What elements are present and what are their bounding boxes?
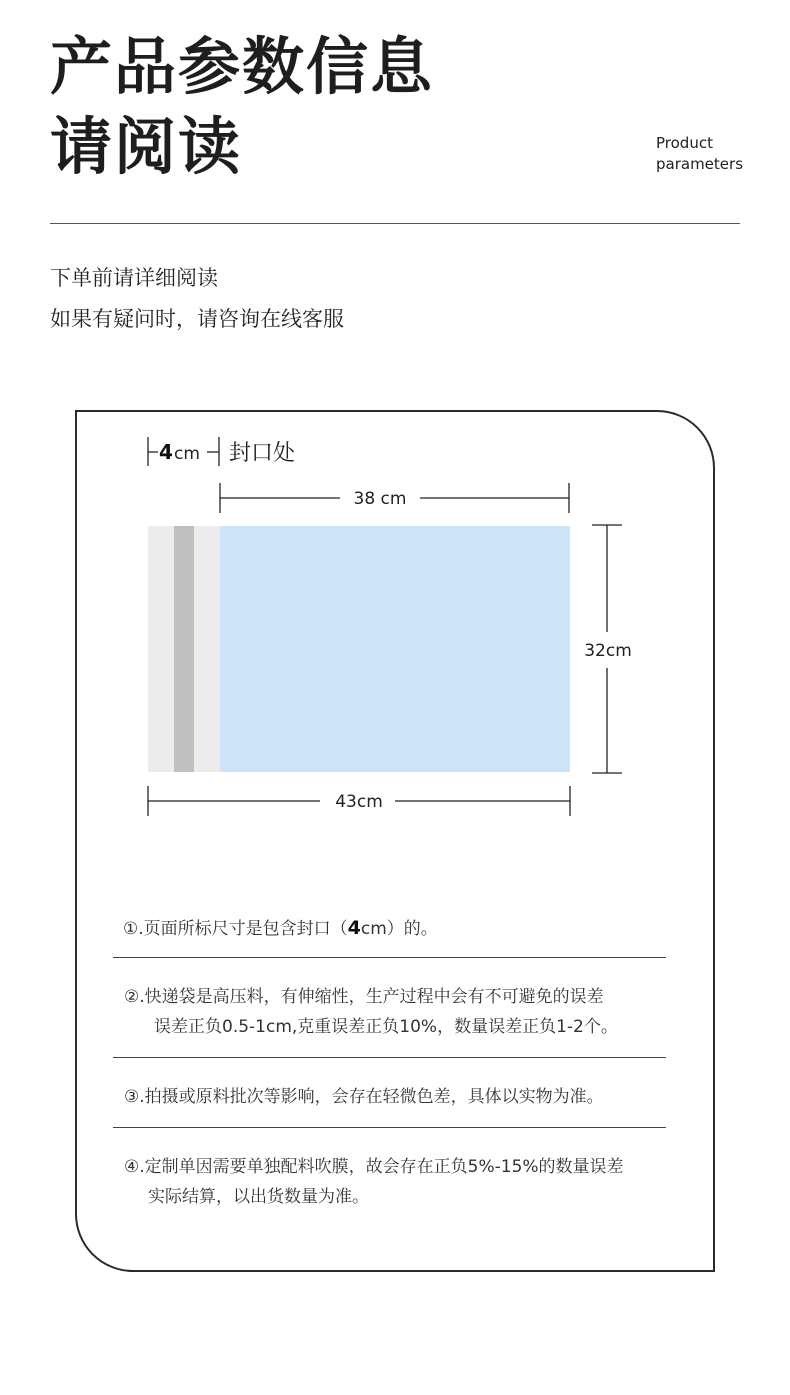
inner-width-label: 38 cm [353,489,407,509]
inner-width-dimension [220,483,569,513]
bag-body [220,526,570,772]
subtitle-line2: parameters [656,155,744,173]
note-separator-1 [113,957,666,958]
height-label: 32cm [584,641,632,661]
bag-illustration [148,526,570,772]
note-1-bold-value: 4 [347,917,361,939]
total-width-label: 43cm [335,792,383,812]
intro-line1: 下单前请详细阅读 [50,266,218,290]
seal-strip-adhesive [174,526,194,772]
subtitle-line1: Product [656,134,713,152]
note-separator-3 [113,1127,666,1128]
page-title-line2: 请阅读 [50,110,243,183]
intro-line2: 如果有疑问时，请咨询在线客服 [50,307,344,331]
note-separator-2 [113,1057,666,1058]
seal-strip-outer [148,526,174,772]
note-1 [123,919,438,938]
page-title-line1: 产品参数信息 [50,30,435,103]
note-1-text: ①.页面所标尺寸是包含封口（ [123,919,348,939]
height-dimension [584,525,632,773]
seal-width-dimension [148,437,219,466]
total-width-dimension [148,786,570,816]
seal-label: 封口处 [229,441,296,466]
seal-width-unit: cm [174,444,200,464]
note-3: ③.拍摄或原料批次等影响，会存在轻微色差，具体以实物为准。 [124,1087,604,1107]
seal-strip-inner [194,526,220,772]
note-1-end: cm）的。 [360,919,438,939]
note-4-line1: ④.定制单因需要单独配料吹膜，故会存在正负5%-15%的数量误差 [124,1157,624,1177]
note-2-line1: ②.快递袋是高压料，有伸缩性，生产过程中会有不可避免的误差 [124,987,604,1007]
note-4-line2: 实际结算，以出货数量为准。 [148,1187,369,1207]
seal-width-value: 4 [159,440,173,464]
note-2-line2: 误差正负0.5-1cm,克重误差正负10%，数量误差正负1-2个。 [154,1017,618,1037]
